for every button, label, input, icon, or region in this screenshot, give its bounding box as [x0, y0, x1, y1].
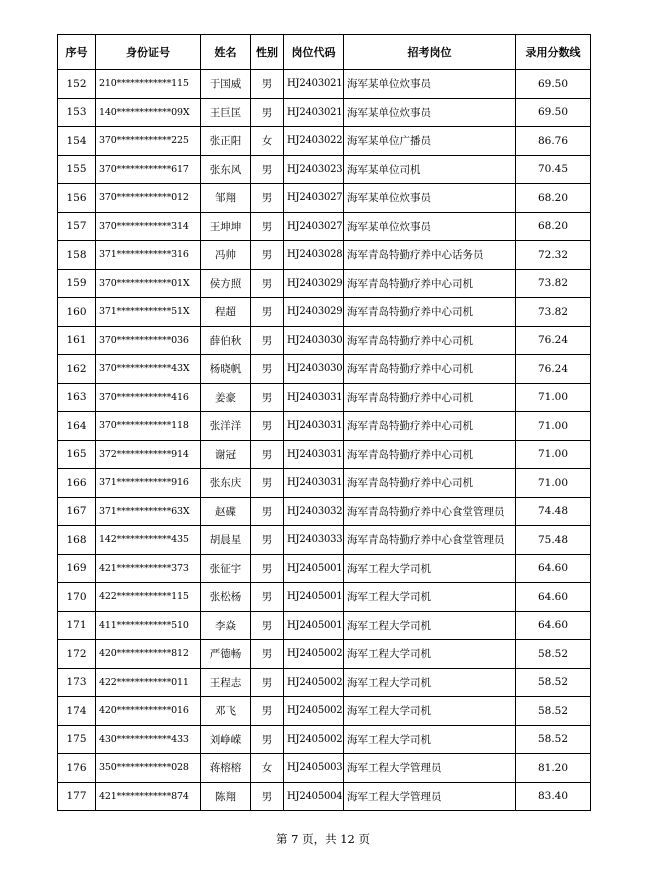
cell-seq: 162: [58, 355, 96, 384]
cell-seq: 160: [58, 298, 96, 327]
table-row: [58, 782, 591, 811]
cell-position-code: HJ2405002: [284, 640, 344, 669]
cell-seq: 175: [58, 725, 96, 754]
cell-position-code: HJ2403031: [284, 383, 344, 412]
cell-id-number: 370************225: [96, 127, 201, 156]
cell-position: 海军青岛特勤疗养中心话务员: [344, 241, 516, 270]
cell-name: 姜豪: [201, 383, 251, 412]
cell-position: 海军工程大学司机: [344, 583, 516, 612]
cell-position: 海军青岛特勤疗养中心司机: [344, 440, 516, 469]
cell-name: 张东庆: [201, 469, 251, 498]
cell-seq: 156: [58, 184, 96, 213]
table-row: [58, 554, 591, 583]
cell-position: 海军某单位炊事员: [344, 98, 516, 127]
cell-position-code: HJ2403031: [284, 412, 344, 441]
cell-id-number: 210************115: [96, 70, 201, 99]
cell-position-code: HJ2405004: [284, 782, 344, 811]
cell-score-line: 68.20: [516, 212, 591, 241]
cell-position-code: HJ2403022: [284, 127, 344, 156]
cell-position: 海军青岛特勤疗养中心司机: [344, 355, 516, 384]
table-row: [58, 497, 591, 526]
cell-gender: 男: [251, 383, 284, 412]
cell-position-code: HJ2403021: [284, 70, 344, 99]
cell-id-number: 371************316: [96, 241, 201, 270]
cell-seq: 166: [58, 469, 96, 498]
cell-id-number: 370************012: [96, 184, 201, 213]
cell-score-line: 69.50: [516, 70, 591, 99]
cell-position-code: HJ2403029: [284, 269, 344, 298]
table-row: [58, 241, 591, 270]
page-footer: 第 7 页，共 12 页: [275, 832, 371, 846]
cell-name: 张洋洋: [201, 412, 251, 441]
cell-seq: 173: [58, 668, 96, 697]
cell-gender: 男: [251, 440, 284, 469]
cell-score-line: 58.52: [516, 668, 591, 697]
cell-position-code: HJ2403023: [284, 155, 344, 184]
cell-seq: 159: [58, 269, 96, 298]
cell-seq: 153: [58, 98, 96, 127]
cell-gender: 男: [251, 697, 284, 726]
cell-position-code: HJ2403032: [284, 497, 344, 526]
cell-seq: 155: [58, 155, 96, 184]
cell-id-number: 350************028: [96, 754, 201, 783]
cell-seq: 167: [58, 497, 96, 526]
table-row: [58, 127, 591, 156]
cell-score-line: 68.20: [516, 184, 591, 213]
cell-seq: 161: [58, 326, 96, 355]
cell-name: 王坤坤: [201, 212, 251, 241]
cell-name: 王巨匡: [201, 98, 251, 127]
cell-id-number: 421************373: [96, 554, 201, 583]
cell-position: 海军青岛特勤疗养中心司机: [344, 326, 516, 355]
header-seq: 序号: [58, 35, 96, 70]
cell-score-line: 75.48: [516, 526, 591, 555]
header-row: [58, 35, 591, 70]
cell-position: 海军青岛特勤疗养中心司机: [344, 412, 516, 441]
table-body: [58, 70, 591, 811]
cell-position: 海军某单位炊事员: [344, 184, 516, 213]
cell-position: 海军青岛特勤疗养中心司机: [344, 298, 516, 327]
cell-score-line: 64.60: [516, 583, 591, 612]
table-row: [58, 526, 591, 555]
cell-id-number: 430************433: [96, 725, 201, 754]
cell-name: 薛伯秋: [201, 326, 251, 355]
cell-id-number: 140************09X: [96, 98, 201, 127]
cell-name: 侯方照: [201, 269, 251, 298]
cell-position: 海军青岛特勤疗养中心食堂管理员: [344, 526, 516, 555]
cell-name: 李焱: [201, 611, 251, 640]
cell-seq: 164: [58, 412, 96, 441]
cell-score-line: 74.48: [516, 497, 591, 526]
cell-id-number: 371************51X: [96, 298, 201, 327]
cell-gender: 男: [251, 611, 284, 640]
table-row: [58, 668, 591, 697]
cell-name: 于国威: [201, 70, 251, 99]
cell-position-code: HJ2403031: [284, 469, 344, 498]
cell-seq: 176: [58, 754, 96, 783]
table-row: [58, 697, 591, 726]
cell-position: 海军工程大学管理员: [344, 754, 516, 783]
cell-position-code: HJ2403030: [284, 326, 344, 355]
table-row: [58, 155, 591, 184]
cell-id-number: 370************617: [96, 155, 201, 184]
cell-gender: 男: [251, 526, 284, 555]
cell-gender: 男: [251, 269, 284, 298]
cell-score-line: 64.60: [516, 554, 591, 583]
cell-gender: 男: [251, 298, 284, 327]
cell-name: 杨晓帆: [201, 355, 251, 384]
cell-position: 海军工程大学司机: [344, 554, 516, 583]
cell-seq: 170: [58, 583, 96, 612]
table-row: [58, 355, 591, 384]
cell-position: 海军工程大学司机: [344, 640, 516, 669]
cell-id-number: 422************115: [96, 583, 201, 612]
cell-name: 严德畅: [201, 640, 251, 669]
cell-id-number: 370************43X: [96, 355, 201, 384]
table-row: [58, 326, 591, 355]
header-position: 招考岗位: [344, 35, 516, 70]
cell-score-line: 71.00: [516, 469, 591, 498]
cell-id-number: 370************314: [96, 212, 201, 241]
cell-name: 赵碟: [201, 497, 251, 526]
table-row: [58, 412, 591, 441]
cell-position-code: HJ2405002: [284, 668, 344, 697]
cell-gender: 男: [251, 184, 284, 213]
cell-seq: 157: [58, 212, 96, 241]
cell-gender: 男: [251, 782, 284, 811]
header-gender: 性别: [251, 35, 284, 70]
cell-name: 谢冠: [201, 440, 251, 469]
cell-score-line: 71.00: [516, 440, 591, 469]
table-row: [58, 469, 591, 498]
cell-score-line: 73.82: [516, 269, 591, 298]
cell-name: 程超: [201, 298, 251, 327]
cell-name: 胡晨星: [201, 526, 251, 555]
header-score-line: 录用分数线: [516, 35, 591, 70]
cell-score-line: 69.50: [516, 98, 591, 127]
table-row: [58, 725, 591, 754]
cell-gender: 男: [251, 326, 284, 355]
cell-gender: 男: [251, 155, 284, 184]
cell-score-line: 71.00: [516, 412, 591, 441]
cell-id-number: 370************118: [96, 412, 201, 441]
cell-position-code: HJ2405002: [284, 725, 344, 754]
table-row: [58, 212, 591, 241]
cell-gender: 男: [251, 640, 284, 669]
table-row: [58, 383, 591, 412]
cell-position-code: HJ2403033: [284, 526, 344, 555]
cell-seq: 171: [58, 611, 96, 640]
cell-seq: 163: [58, 383, 96, 412]
table-row: [58, 640, 591, 669]
cell-position: 海军青岛特勤疗养中心食堂管理员: [344, 497, 516, 526]
cell-position-code: HJ2405002: [284, 697, 344, 726]
cell-seq: 158: [58, 241, 96, 270]
cell-seq: 174: [58, 697, 96, 726]
cell-score-line: 76.24: [516, 326, 591, 355]
table-row: [58, 440, 591, 469]
cell-position: 海军某单位炊事员: [344, 212, 516, 241]
cell-id-number: 371************916: [96, 469, 201, 498]
cell-id-number: 420************016: [96, 697, 201, 726]
cell-position-code: HJ2403027: [284, 212, 344, 241]
cell-score-line: 58.52: [516, 697, 591, 726]
cell-name: 张东风: [201, 155, 251, 184]
cell-seq: 169: [58, 554, 96, 583]
cell-seq: 177: [58, 782, 96, 811]
cell-id-number: 421************874: [96, 782, 201, 811]
header-id-number: 身份证号: [96, 35, 201, 70]
cell-score-line: 58.52: [516, 725, 591, 754]
cell-gender: 女: [251, 127, 284, 156]
cell-gender: 男: [251, 412, 284, 441]
results-table: [57, 34, 591, 811]
cell-gender: 男: [251, 554, 284, 583]
cell-name: 张征宇: [201, 554, 251, 583]
table-row: [58, 70, 591, 99]
cell-position-code: HJ2403028: [284, 241, 344, 270]
cell-gender: 男: [251, 469, 284, 498]
table-row: [58, 754, 591, 783]
cell-position: 海军工程大学司机: [344, 668, 516, 697]
cell-score-line: 83.40: [516, 782, 591, 811]
cell-position-code: HJ2405001: [284, 611, 344, 640]
cell-position: 海军某单位炊事员: [344, 70, 516, 99]
cell-name: 邹翔: [201, 184, 251, 213]
cell-gender: 男: [251, 70, 284, 99]
cell-position: 海军某单位司机: [344, 155, 516, 184]
cell-id-number: 422************011: [96, 668, 201, 697]
table-row: [58, 184, 591, 213]
cell-id-number: 420************812: [96, 640, 201, 669]
cell-name: 陈翔: [201, 782, 251, 811]
cell-name: 冯帅: [201, 241, 251, 270]
cell-gender: 男: [251, 212, 284, 241]
header-name: 姓名: [201, 35, 251, 70]
cell-score-line: 73.82: [516, 298, 591, 327]
cell-position-code: HJ2405001: [284, 583, 344, 612]
cell-id-number: 411************510: [96, 611, 201, 640]
cell-id-number: 370************01X: [96, 269, 201, 298]
cell-position-code: HJ2403030: [284, 355, 344, 384]
cell-score-line: 64.60: [516, 611, 591, 640]
cell-gender: 男: [251, 98, 284, 127]
cell-name: 蒋榕榕: [201, 754, 251, 783]
cell-score-line: 72.32: [516, 241, 591, 270]
cell-score-line: 71.00: [516, 383, 591, 412]
table-row: [58, 583, 591, 612]
cell-id-number: 372************914: [96, 440, 201, 469]
cell-score-line: 76.24: [516, 355, 591, 384]
cell-gender: 男: [251, 668, 284, 697]
cell-position-code: HJ2403031: [284, 440, 344, 469]
cell-score-line: 58.52: [516, 640, 591, 669]
cell-position: 海军青岛特勤疗养中心司机: [344, 469, 516, 498]
cell-id-number: 370************416: [96, 383, 201, 412]
cell-name: 王程志: [201, 668, 251, 697]
cell-position: 海军青岛特勤疗养中心司机: [344, 269, 516, 298]
table-row: [58, 611, 591, 640]
header-position-code: 岗位代码: [284, 35, 344, 70]
cell-gender: 女: [251, 754, 284, 783]
cell-position-code: HJ2403021: [284, 98, 344, 127]
cell-position: 海军工程大学司机: [344, 725, 516, 754]
cell-seq: 168: [58, 526, 96, 555]
cell-name: 邓飞: [201, 697, 251, 726]
cell-seq: 172: [58, 640, 96, 669]
cell-position-code: HJ2405001: [284, 554, 344, 583]
table-row: [58, 98, 591, 127]
cell-id-number: 142************435: [96, 526, 201, 555]
cell-score-line: 86.76: [516, 127, 591, 156]
table-row: [58, 269, 591, 298]
cell-score-line: 70.45: [516, 155, 591, 184]
cell-name: 刘峥嵘: [201, 725, 251, 754]
cell-gender: 男: [251, 355, 284, 384]
cell-id-number: 371************63X: [96, 497, 201, 526]
cell-position: 海军某单位广播员: [344, 127, 516, 156]
cell-gender: 男: [251, 583, 284, 612]
cell-score-line: 81.20: [516, 754, 591, 783]
cell-position-code: HJ2405003: [284, 754, 344, 783]
cell-position-code: HJ2403027: [284, 184, 344, 213]
cell-position: 海军工程大学司机: [344, 697, 516, 726]
cell-gender: 男: [251, 241, 284, 270]
cell-position-code: HJ2403029: [284, 298, 344, 327]
table-row: [58, 298, 591, 327]
cell-position: 海军青岛特勤疗养中心司机: [344, 383, 516, 412]
cell-seq: 152: [58, 70, 96, 99]
cell-gender: 男: [251, 725, 284, 754]
cell-name: 张正阳: [201, 127, 251, 156]
cell-gender: 男: [251, 497, 284, 526]
cell-id-number: 370************036: [96, 326, 201, 355]
cell-seq: 165: [58, 440, 96, 469]
cell-position: 海军工程大学管理员: [344, 782, 516, 811]
cell-name: 张松杨: [201, 583, 251, 612]
cell-seq: 154: [58, 127, 96, 156]
cell-position: 海军工程大学司机: [344, 611, 516, 640]
